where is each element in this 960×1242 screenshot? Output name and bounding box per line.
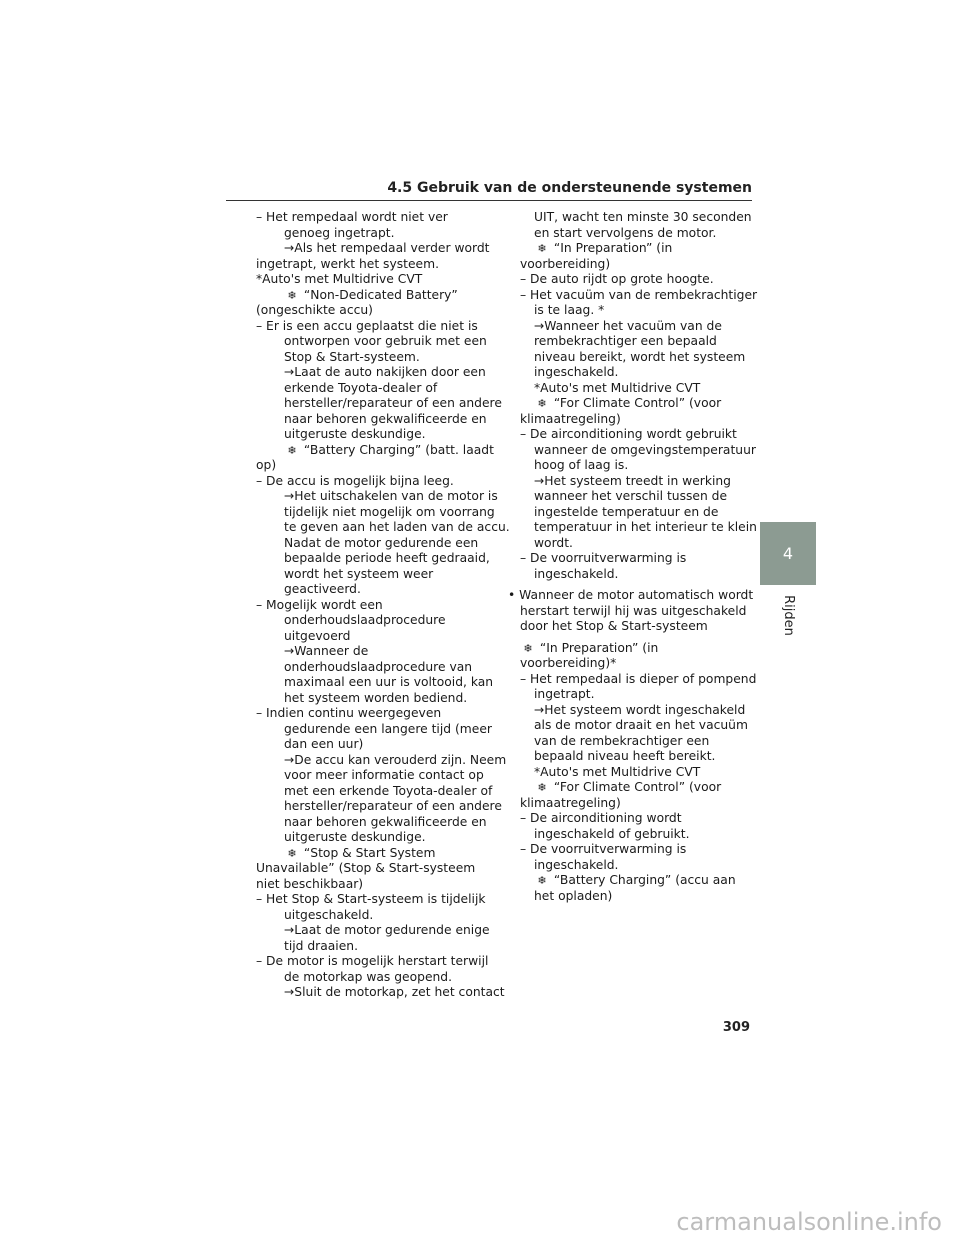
text-line-content: en start vervolgens de motor. (534, 225, 717, 240)
text-line (244, 814, 487, 831)
text-line (508, 272, 748, 288)
text-line (244, 411, 487, 428)
text-line-content: wordt het systeem weer (284, 566, 434, 581)
watermark: carmanualsonline.info (676, 1208, 942, 1236)
text-line-content: bepaalde periode heeft gedraaid, (284, 551, 490, 565)
text-line (244, 768, 484, 784)
text-line (508, 796, 748, 812)
text-line-content: de motorkap was geopend. (284, 969, 453, 984)
text-line (508, 381, 748, 397)
text-line-content: herstart terwijl hij was uitgeschakeld (520, 603, 747, 618)
text-line-content: – De motor is mogelijk herstart terwijl (256, 954, 489, 968)
text-line (244, 504, 495, 521)
text-line (508, 656, 748, 672)
text-line-content: “For Climate Control” (voor (553, 396, 722, 410)
text-line-content: wanneer het verschil tussen de (534, 489, 728, 503)
text-line (244, 458, 466, 474)
text-line-content: – Mogelijk wordt een (256, 597, 383, 612)
text-line-content: ingetrapt. (534, 687, 595, 701)
stop-start-icon: ❄ (537, 874, 547, 887)
text-line-content: het opladen) (534, 888, 613, 903)
text-line (508, 365, 748, 381)
text-line-content: gedurende een langere tijd (meer (284, 721, 492, 736)
text-line (244, 551, 490, 567)
text-line-content: ingeschakeld. (534, 566, 619, 581)
text-line (508, 412, 748, 428)
text-line (508, 671, 757, 688)
text-line-content: “Battery Charging” (batt. laadt (303, 442, 494, 457)
text-line (244, 783, 493, 800)
text-line-content: uitgeschakeld. (284, 907, 374, 922)
text-line-content: voor meer informatie contact op (284, 768, 484, 782)
text-line-content: temperatuur in het interieur te klein (534, 520, 757, 534)
right-text-column (508, 210, 758, 904)
text-line (244, 535, 479, 552)
text-line-content: uitgeruste deskundige. (284, 427, 426, 441)
text-line-content: als de motor draait en het vacuüm (534, 718, 748, 732)
text-line-content: naar behoren gekwalificeerde en (284, 411, 487, 426)
text-line-content: *Auto's met Multidrive CVT (534, 380, 701, 395)
text-line (244, 752, 507, 769)
stop-start-icon: ❄ (537, 397, 547, 410)
text-line (508, 811, 748, 827)
text-line-content: • Wanneer de motor automatisch wordt (508, 588, 754, 602)
text-line-content: Unavailable” (Stop & Start-systeem (256, 861, 476, 875)
text-line (244, 908, 466, 924)
text-line (508, 442, 756, 459)
header-divider (226, 200, 752, 201)
text-line-content: ingeschakeld. (534, 857, 619, 872)
text-line-content: klimaatregeling) (520, 411, 621, 426)
text-line-content: naar behoren gekwalificeerde en (284, 814, 487, 829)
text-line-content: voorbereiding) (520, 256, 611, 271)
text-line (244, 365, 486, 381)
text-line-content: te geven aan het laden van de accu. (284, 520, 510, 534)
text-line (244, 613, 466, 629)
text-line-content: – Het rempedaal wordt niet ver (256, 210, 448, 224)
text-line (508, 827, 748, 843)
text-line-content: het systeem worden bediend. (284, 690, 468, 705)
text-line (508, 889, 748, 905)
text-line-content: →Het uitschakelen van de motor is (284, 489, 498, 503)
text-line-content: ingestelde temperatuur en de (534, 504, 719, 519)
text-line-content: door het Stop & Start-systeem (520, 619, 708, 633)
text-line-content: onderhoudslaadprocedure van (284, 659, 473, 674)
text-line-content: – De voorruitverwarming is (520, 842, 687, 856)
text-line (508, 780, 748, 796)
text-line-content: →Laat de auto nakijken door een (284, 365, 486, 379)
text-line-content: hoog of laag is. (534, 458, 629, 472)
text-line-content: *Auto's met Multidrive CVT (534, 764, 701, 779)
text-line (244, 659, 473, 676)
text-line (244, 737, 466, 753)
text-line-content: niveau bereikt, wordt het systeem (534, 349, 746, 364)
text-line-content: – De accu is mogelijk bijna leeg. (256, 473, 454, 488)
text-line (244, 691, 466, 707)
text-line-content: – Het vacuüm van de rembekrachtiger (520, 287, 758, 302)
stop-start-icon: ❄ (537, 242, 547, 255)
text-line-content: ingetrapt, werkt het systeem. (256, 256, 439, 271)
text-line (508, 520, 757, 536)
text-line-content: genoeg ingetrapt. (284, 225, 395, 240)
text-line (244, 210, 466, 226)
text-line-content: – Het Stop & Start-systeem is tijdelijk (256, 892, 486, 906)
text-line (508, 505, 748, 521)
text-line (508, 749, 748, 765)
text-line (508, 765, 748, 781)
text-line-content: dan een uur) (284, 737, 364, 751)
section-header: 4.5 Gebruik van de ondersteunende systemen (387, 180, 752, 196)
chapter-tab-label (760, 595, 816, 636)
text-line-content: →Wanneer de (284, 644, 369, 658)
text-line (244, 334, 487, 350)
text-line-content: geactiveerd. (284, 582, 361, 596)
text-line (508, 873, 748, 889)
text-line (244, 799, 502, 815)
chapter-label-text: Rijden (780, 595, 796, 636)
text-line-content: op) (256, 458, 277, 472)
stop-start-icon: ❄ (537, 781, 547, 794)
text-line (244, 939, 466, 955)
text-line (508, 842, 748, 858)
text-line-content: →Sluit de motorkap, zet het contact (284, 985, 505, 999)
text-line (244, 381, 466, 397)
text-line-content: – Het rempedaal is dieper of pompend (520, 671, 757, 686)
text-line-content: (ongeschikte accu) (256, 303, 373, 317)
text-line-content: ingeschakeld. (534, 365, 619, 379)
text-line (508, 458, 748, 474)
text-line (508, 567, 748, 583)
text-line (244, 489, 498, 505)
text-line (508, 241, 748, 257)
text-line (244, 970, 466, 986)
text-line-content: met een erkende Toyota-dealer of (284, 783, 493, 798)
text-line (244, 830, 466, 846)
text-line (508, 718, 748, 734)
text-line-content: tijd draaien. (284, 938, 358, 953)
text-line-content: “Non-Dedicated Battery” (303, 287, 458, 302)
text-line-content: ontworpen voor gebruik met een (284, 334, 487, 348)
text-line (244, 520, 510, 536)
text-line (244, 706, 466, 722)
text-line-content: uitgeruste deskundige. (284, 830, 426, 844)
text-line (508, 588, 754, 604)
stop-start-icon: ❄ (287, 443, 297, 457)
text-line-content: Nadat de motor gedurende een (284, 535, 479, 550)
text-line-content: “Stop & Start System (303, 845, 436, 860)
text-line (244, 303, 466, 319)
text-line (244, 241, 490, 257)
text-line-content: – De airconditioning wordt (520, 811, 682, 825)
text-line (244, 396, 502, 412)
stop-start-icon: ❄ (523, 641, 533, 655)
text-line-content: →Het systeem wordt ingeschakeld (534, 702, 746, 717)
text-line-content: erkende Toyota-dealer of (284, 380, 438, 395)
text-line (244, 877, 466, 893)
text-line (508, 551, 748, 567)
text-line (244, 350, 466, 366)
stop-start-icon: ❄ (287, 846, 297, 860)
text-line (508, 734, 748, 750)
text-line (508, 226, 748, 242)
chapter-tab: 4 (760, 522, 816, 585)
text-line-content: “Battery Charging” (accu aan (553, 873, 736, 887)
text-line-content: is te laag. * (534, 303, 605, 317)
text-line-content: – De airconditioning wordt gebruikt (520, 427, 737, 441)
text-line-content: tijdelijk niet mogelijk om voorrang (284, 504, 495, 519)
text-line-content: rembekrachtiger een bepaald (534, 334, 717, 348)
text-line-content: – Indien continu weergegeven (256, 706, 442, 720)
text-line-content: niet beschikbaar) (256, 876, 364, 891)
text-line (244, 598, 466, 614)
text-line (244, 629, 466, 645)
text-line (508, 619, 748, 635)
text-line-content: “In Preparation” (in (539, 640, 659, 655)
text-line-content: – De voorruitverwarming is (520, 551, 687, 565)
text-line-content: bepaald niveau heeft bereikt. (534, 749, 716, 763)
text-line-content: voorbereiding)* (520, 656, 617, 670)
text-line-content: onderhoudslaadprocedure (284, 613, 446, 627)
text-line-content: UIT, wacht ten minste 30 seconden (534, 210, 752, 224)
text-line-content: “In Preparation” (in (553, 241, 673, 255)
text-line-content: Stop & Start-systeem. (284, 349, 420, 364)
text-line-content: →De accu kan verouderd zijn. Neem (284, 752, 507, 767)
text-line (244, 892, 486, 908)
text-line (508, 641, 748, 657)
text-line-content: wordt. (534, 535, 573, 550)
text-line (244, 226, 466, 242)
text-line-content: →Wanneer het vacuüm van de (534, 318, 722, 333)
text-line (244, 582, 466, 598)
page-number: 309 (722, 1020, 750, 1035)
text-line (508, 687, 748, 703)
text-line (508, 858, 748, 874)
text-line (508, 396, 748, 412)
text-line-content: van de rembekrachtiger een (534, 733, 710, 748)
text-line (244, 644, 466, 660)
text-line (508, 303, 748, 319)
text-line-content: maximaal een uur is voltooid, kan (284, 675, 494, 689)
text-line (244, 861, 476, 877)
text-line (244, 427, 466, 443)
text-line (244, 442, 494, 459)
text-line-content: →Het systeem treedt in werking (534, 473, 731, 488)
text-line (244, 318, 478, 335)
text-line-content: klimaatregeling) (520, 795, 621, 810)
text-line (508, 210, 752, 226)
text-line-content: *Auto's met Multidrive CVT (256, 272, 423, 286)
text-line (244, 675, 494, 691)
text-line (244, 985, 505, 1001)
text-line (508, 536, 748, 552)
text-line (244, 923, 490, 939)
text-line-content: →Als het rempedaal verder wordt (284, 241, 490, 255)
text-line-content: “For Climate Control” (voor (553, 780, 722, 794)
text-line (244, 288, 466, 304)
text-line (508, 334, 748, 350)
text-line (508, 703, 748, 719)
text-line (508, 427, 748, 443)
text-line (508, 319, 748, 335)
stop-start-icon: ❄ (287, 288, 297, 302)
text-line-content: – De auto rijdt op grote hoogte. (520, 272, 714, 286)
text-line-content: – Er is een accu geplaatst die niet is (256, 318, 478, 333)
text-line-content: uitgevoerd (284, 628, 351, 643)
text-line (244, 846, 466, 862)
text-line-content: wanneer de omgevingstemperatuur (534, 442, 756, 457)
text-line-content: ingeschakeld of gebruikt. (534, 826, 690, 841)
text-line-content: →Laat de motor gedurende enige (284, 923, 490, 937)
text-line (508, 257, 748, 273)
text-line (244, 474, 466, 490)
text-line-content: hersteller/reparateur of een andere (284, 799, 502, 813)
text-line (508, 474, 748, 490)
text-line (508, 350, 748, 366)
text-line (244, 257, 466, 273)
text-line (508, 287, 758, 304)
text-line-content: hersteller/reparateur of een andere (284, 396, 502, 410)
text-line (244, 721, 492, 738)
text-line (508, 489, 748, 505)
left-text-column (244, 210, 510, 1001)
text-line (244, 954, 489, 970)
text-line (244, 272, 466, 288)
text-line (508, 604, 748, 620)
text-line (244, 567, 466, 583)
